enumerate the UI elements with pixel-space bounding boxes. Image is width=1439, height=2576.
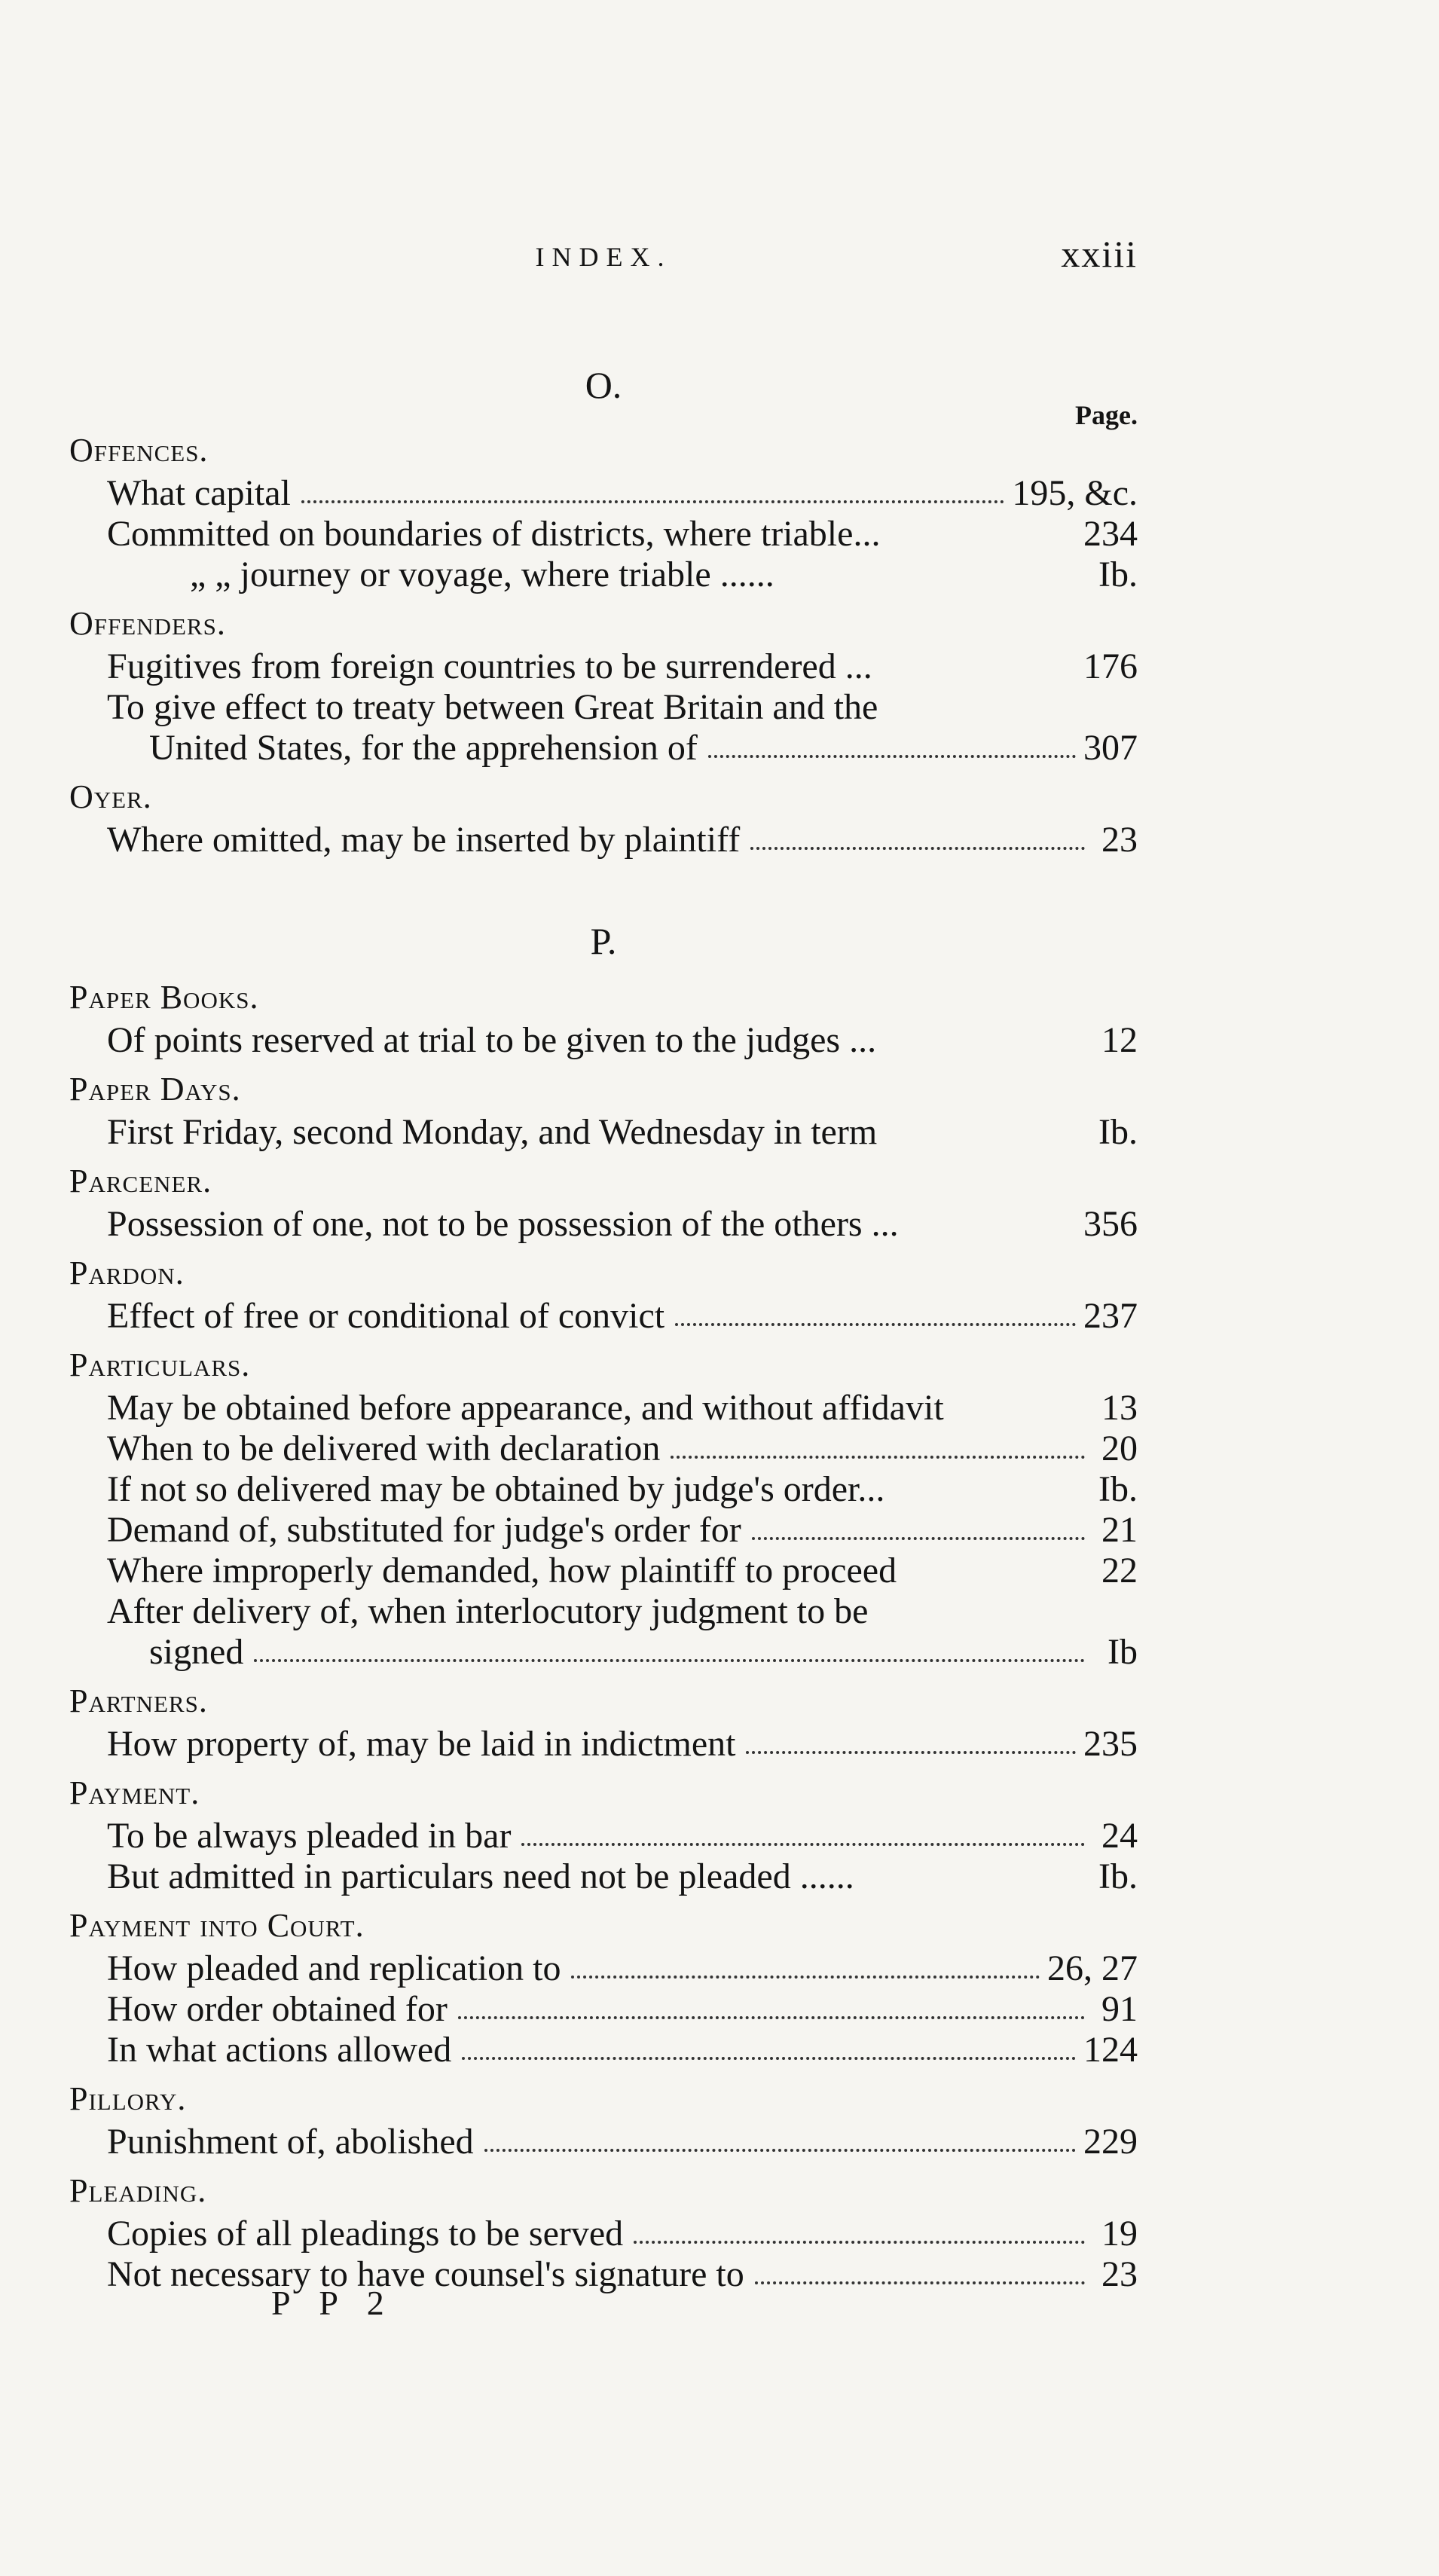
dot-leader: [462, 2057, 1076, 2060]
page-reference: Ib.: [1098, 1856, 1138, 1896]
dot-leader: [708, 755, 1076, 758]
entry-line: [69, 1856, 1138, 1897]
entry-heading: Partners.: [69, 1682, 208, 1719]
entry-line: [69, 1020, 1138, 1061]
page-reference: 24: [1101, 1816, 1138, 1856]
entry-text: When to be delivered with declaration: [107, 1429, 661, 1468]
entry-line: [69, 1948, 1138, 1989]
index-entry: [69, 775, 1138, 866]
dot-leader: [755, 2281, 1085, 2284]
index-entry: [69, 1343, 1138, 1679]
entry-line: [69, 2214, 1138, 2254]
index-entry: [69, 601, 1138, 775]
page-reference: 23: [1101, 2254, 1138, 2294]
index-entry: [69, 1771, 1138, 1903]
page-reference: 237: [1083, 1296, 1138, 1336]
entry-line: [69, 1388, 1138, 1429]
page-reference: 21: [1101, 1510, 1138, 1550]
entry-line: [69, 473, 1138, 514]
entry-text: What capital: [107, 473, 291, 513]
entry-text: Committed on boundaries of districts, where triable...: [107, 514, 881, 554]
entry-text: In what actions allowed: [107, 2030, 452, 2070]
entry-line: [69, 687, 1138, 728]
entry-text: But admitted in particulars need not be pleaded ......: [107, 1856, 854, 1896]
entry-text: Possession of one, not to be possession of the others ...: [107, 1204, 899, 1244]
index-entry: [69, 975, 1138, 1067]
entry-line: [69, 1816, 1138, 1856]
page-reference: 26, 27: [1047, 1948, 1138, 1988]
entry-heading: Offenders.: [69, 605, 226, 642]
page-reference: Ib.: [1098, 1469, 1138, 1509]
page-reference: 307: [1083, 728, 1138, 768]
entry-heading: Payment into Court.: [69, 1907, 365, 1944]
entry-line: [69, 1989, 1138, 2030]
entry-line: [69, 555, 1138, 595]
entry-text: Not necessary to have counsel's signature to: [107, 2254, 744, 2294]
entry-line: [69, 820, 1138, 860]
page-reference: 229: [1083, 2122, 1138, 2162]
entry-line: [69, 1296, 1138, 1337]
entry-text: Where improperly demanded, how plaintiff to proceed: [107, 1551, 897, 1591]
index-entry: [69, 1903, 1138, 2076]
section-letter-o: O.: [585, 364, 622, 406]
entry-line: [69, 514, 1138, 555]
dot-leader: [634, 2241, 1085, 2244]
entry-text: Where omitted, may be inserted by plaintiff: [107, 820, 741, 860]
entry-heading: Particulars.: [69, 1346, 251, 1383]
dot-leader: [301, 500, 1004, 503]
entry-text: To give effect to treaty between Great Britain and the: [107, 687, 878, 727]
entry-line: [69, 728, 1138, 769]
signature-mark: P P 2: [271, 2284, 395, 2322]
index-entry: [69, 428, 1138, 601]
entry-line: [69, 646, 1138, 687]
entry-text: Of points reserved at trial to be given to the judges ...: [107, 1020, 877, 1060]
entry-heading: Payment.: [69, 1774, 200, 1811]
entry-text: Fugitives from foreign countries to be surrendered ...: [107, 646, 872, 686]
entry-heading: Pardon.: [69, 1254, 185, 1291]
page-folio: xxiii: [1061, 233, 1138, 275]
entry-text: Effect of free or conditional of convict: [107, 1296, 665, 1336]
entry-text: How order obtained for: [107, 1989, 448, 2029]
entry-text: After delivery of, when interlocutory judgment to be: [107, 1591, 869, 1631]
page-reference: 234: [1083, 514, 1138, 554]
entry-line: [69, 2122, 1138, 2162]
entry-text: Copies of all pleadings to be served: [107, 2214, 624, 2254]
entry-text: United States, for the apprehension of: [149, 728, 698, 768]
index-entry: [69, 1067, 1138, 1159]
index-section-p: [69, 975, 1138, 2301]
index-entry: [69, 2168, 1138, 2301]
running-head-title: INDEX.: [535, 242, 672, 272]
page-reference: Ib: [1108, 1632, 1138, 1672]
page-reference: Ib.: [1098, 1112, 1138, 1152]
index-entry: [69, 2076, 1138, 2168]
index-section-o: [69, 428, 1138, 866]
dot-leader: [671, 1456, 1085, 1459]
index-entry: [69, 1251, 1138, 1343]
entry-line: [69, 1551, 1138, 1591]
entry-text: How property of, may be laid in indictment: [107, 1724, 736, 1764]
page-reference: 195, &c.: [1012, 473, 1138, 513]
entry-heading: Paper Days.: [69, 1071, 241, 1108]
entry-text: Demand of, substituted for judge's order for: [107, 1510, 741, 1550]
entry-text: If not so delivered may be obtained by judge's order...: [107, 1469, 885, 1509]
entry-line: [69, 1429, 1138, 1469]
entry-text: To be always pleaded in bar: [107, 1816, 512, 1856]
dot-leader: [675, 1323, 1076, 1326]
entry-line: [69, 1724, 1138, 1765]
index-entry: [69, 1159, 1138, 1251]
page-column-label: Page.: [1075, 400, 1138, 430]
entry-heading: Oyer.: [69, 778, 152, 815]
entry-heading: Parcener.: [69, 1163, 212, 1199]
entry-line: [69, 1632, 1138, 1673]
page-reference: 23: [1101, 820, 1138, 860]
index-entry: [69, 1679, 1138, 1771]
entry-line: [69, 1591, 1138, 1632]
page-reference: 20: [1101, 1429, 1138, 1468]
entry-text: signed: [149, 1632, 244, 1672]
entry-text: May be obtained before appearance, and without affidavit: [107, 1388, 944, 1428]
entry-heading: Pleading.: [69, 2172, 207, 2209]
dot-leader: [521, 1843, 1085, 1846]
page-reference: 124: [1083, 2030, 1138, 2070]
page-reference: 12: [1101, 1020, 1138, 1060]
dot-leader: [746, 1751, 1076, 1754]
entry-text: „ „ journey or voyage, where triable ......: [190, 555, 774, 594]
page-reference: 176: [1083, 646, 1138, 686]
entry-text: First Friday, second Monday, and Wednesday in term: [107, 1112, 878, 1152]
entry-heading: Pillory.: [69, 2080, 187, 2117]
dot-leader: [571, 1976, 1040, 1979]
entry-line: [69, 2254, 1138, 2295]
section-letter-p: P.: [590, 920, 617, 962]
entry-heading: Paper Books.: [69, 979, 259, 1016]
page-reference: 19: [1101, 2214, 1138, 2254]
page-reference: Ib.: [1098, 555, 1138, 594]
running-head: [69, 232, 1138, 277]
entry-heading: Offences.: [69, 432, 209, 469]
page-reference: 356: [1083, 1204, 1138, 1244]
entry-line: [69, 2030, 1138, 2070]
entry-line: [69, 1469, 1138, 1510]
entry-line: [69, 1204, 1138, 1245]
page-reference: 235: [1083, 1724, 1138, 1764]
dot-leader: [484, 2149, 1076, 2152]
entry-line: [69, 1510, 1138, 1551]
page-reference: 22: [1101, 1551, 1138, 1591]
entry-text: How pleaded and replication to: [107, 1948, 561, 1988]
entry-line: [69, 1112, 1138, 1153]
page-reference: 13: [1101, 1388, 1138, 1428]
dot-leader: [752, 1537, 1085, 1540]
dot-leader: [254, 1659, 1085, 1662]
dot-leader: [750, 847, 1085, 850]
page-reference: 91: [1101, 1989, 1138, 2029]
dot-leader: [458, 2016, 1085, 2019]
entry-text: Punishment of, abolished: [107, 2122, 474, 2162]
